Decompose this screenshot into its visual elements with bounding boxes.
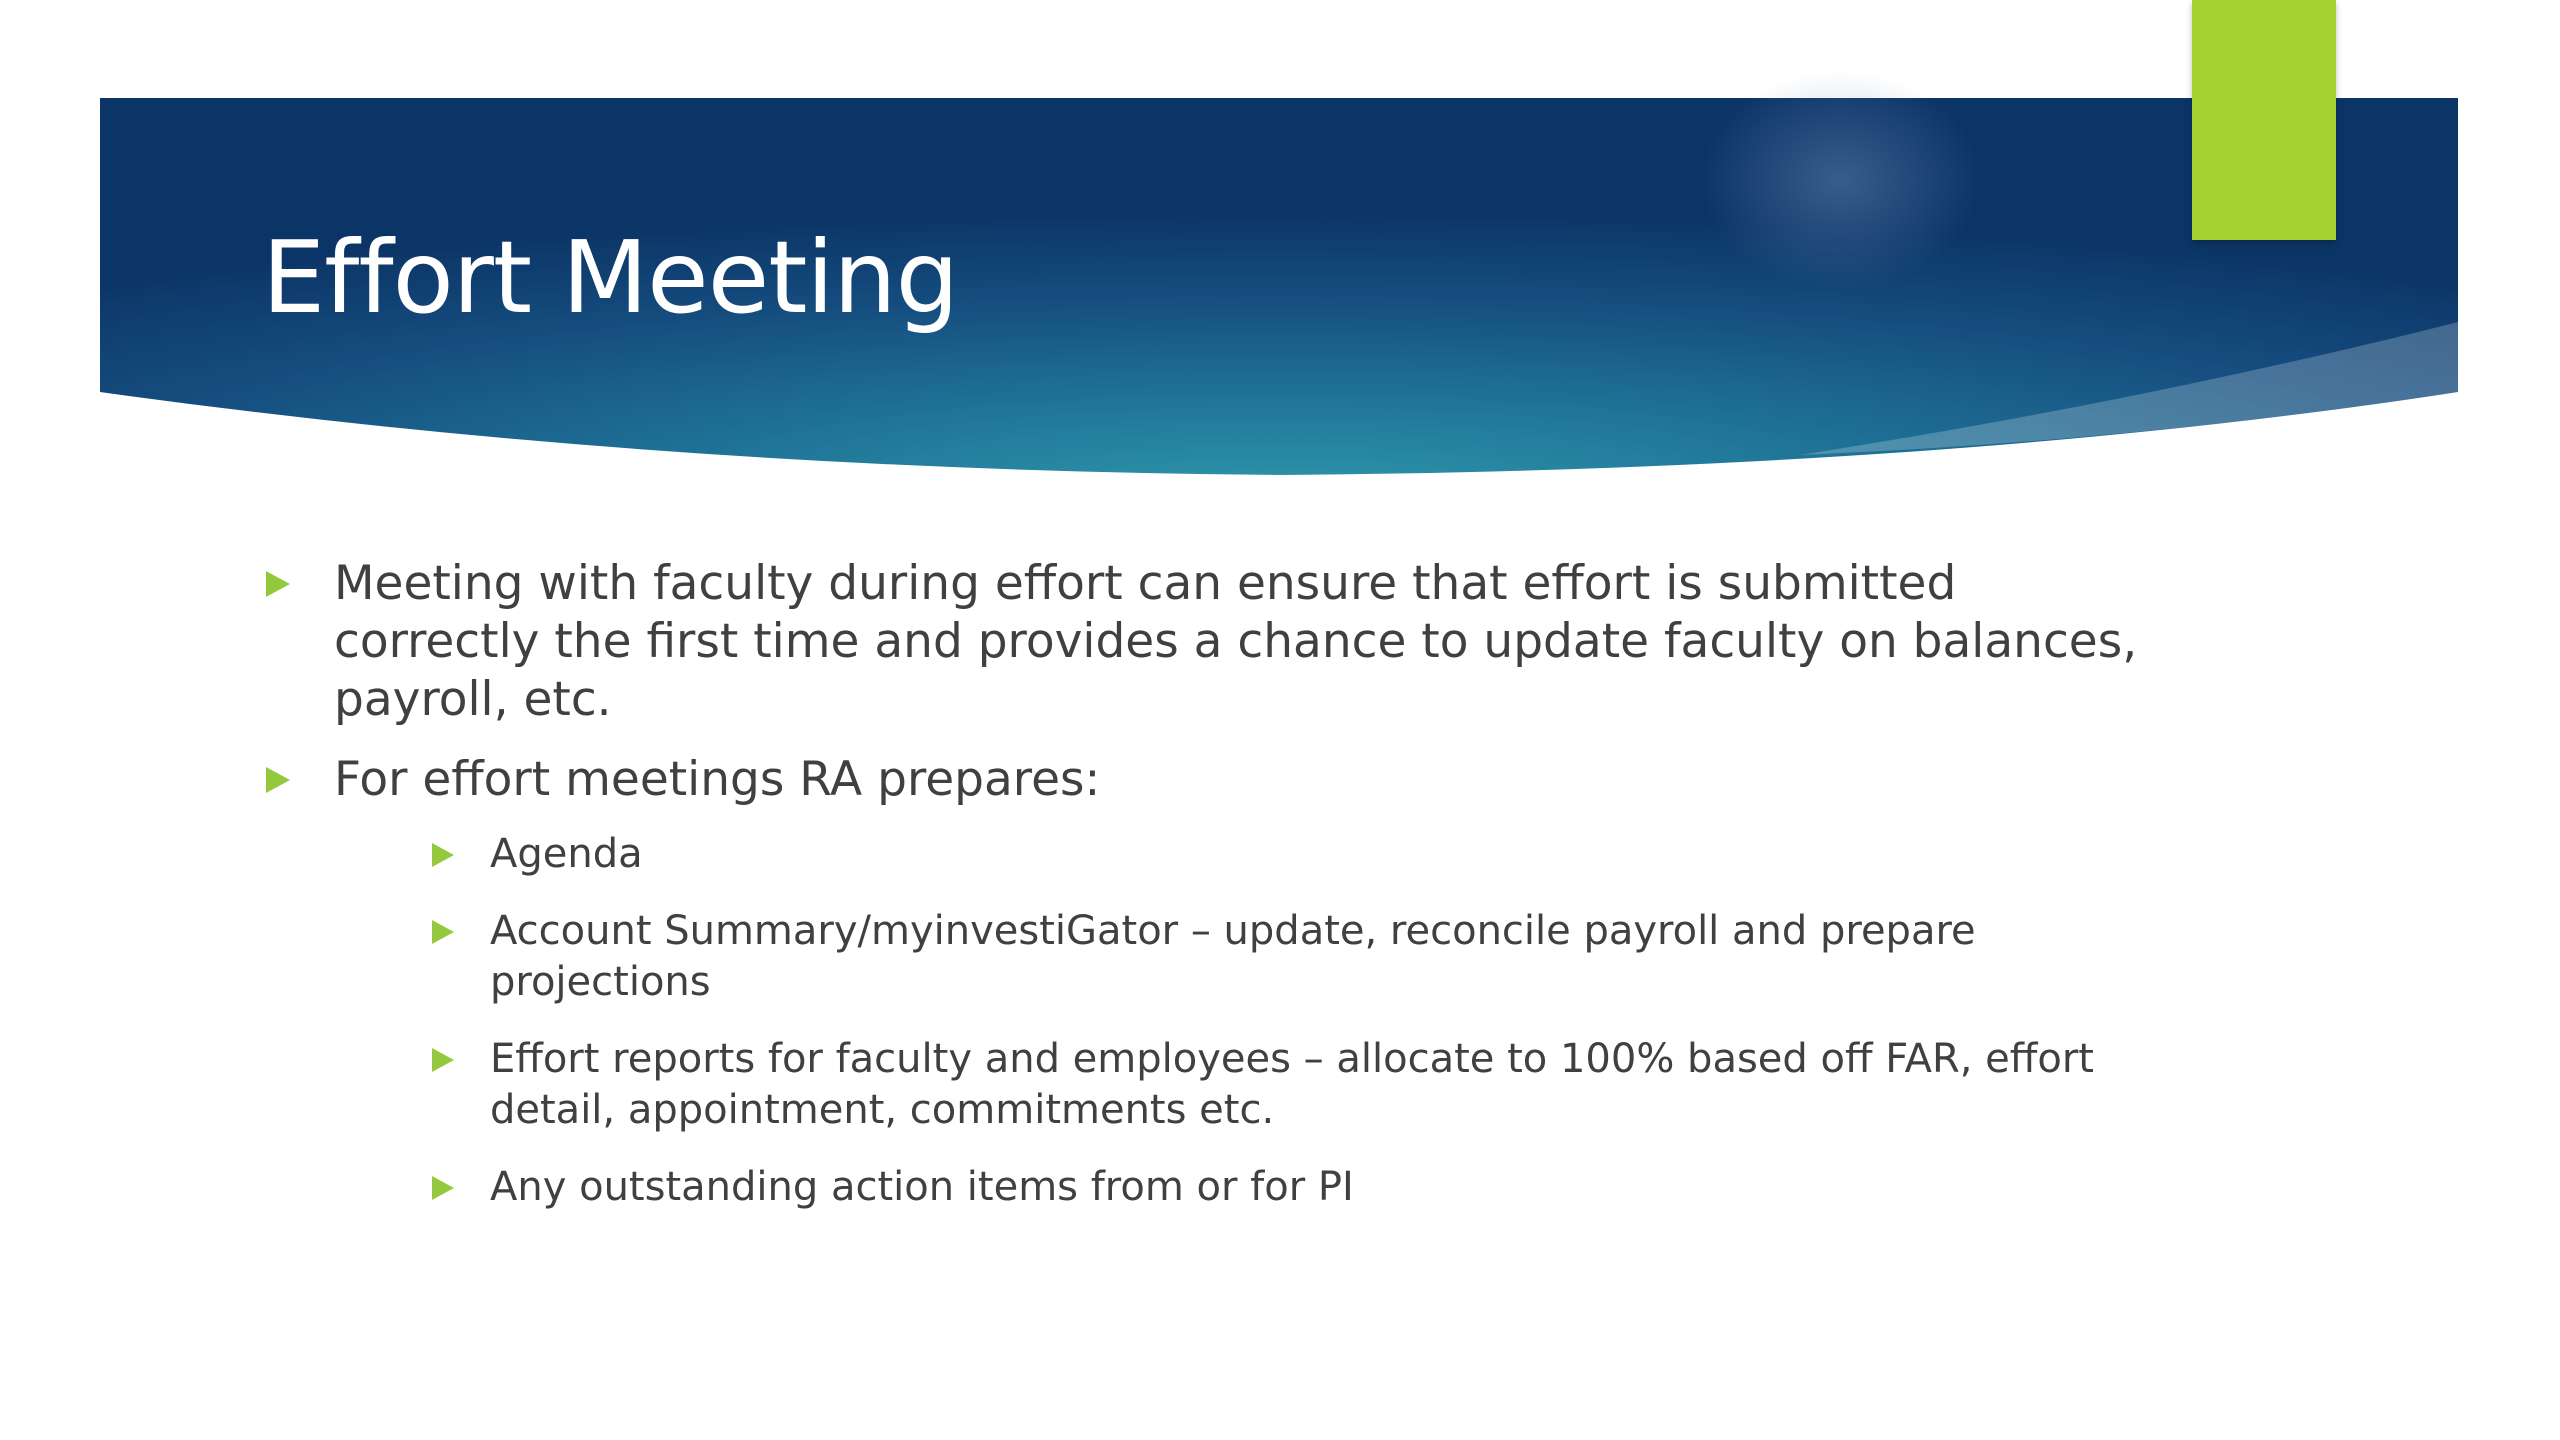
accent-tab (2192, 0, 2336, 240)
banner-glow (1700, 70, 1980, 290)
sub-bullet-text: Agenda (490, 831, 643, 877)
sub-bullet-item (430, 829, 2162, 880)
sub-bullet-item (430, 1034, 2162, 1136)
triangle-bullet-icon (266, 571, 290, 597)
bullet-text: For effort meetings RA prepares: (334, 752, 1101, 807)
triangle-bullet-icon (432, 843, 454, 867)
sub-bullet-text: Any outstanding action items from or for PI (490, 1164, 1354, 1210)
sub-bullet-item (430, 1162, 2162, 1213)
triangle-bullet-icon (432, 1176, 454, 1200)
bullet-text: Meeting with faculty during effort can ensure that effort is submitted correctly the first time and provides a chance to update faculty on balances, payroll, etc. (334, 556, 2138, 727)
bullet-item (262, 751, 2162, 1213)
triangle-bullet-icon (266, 767, 290, 793)
bullet-list (262, 555, 2162, 1213)
sub-bullet-item (430, 906, 2162, 1008)
sub-bullet-list (430, 829, 2162, 1213)
bullet-item (262, 555, 2162, 729)
triangle-bullet-icon (432, 920, 454, 944)
slide-title: Effort Meeting (262, 219, 959, 336)
sub-bullet-text: Effort reports for faculty and employees – allocate to 100% based off FAR, effort detail, appointment, commitments etc. (490, 1036, 2094, 1133)
slide-content (262, 555, 2162, 1239)
sub-bullet-text: Account Summary/myinvestiGator – update, reconcile payroll and prepare projections (490, 908, 1976, 1005)
triangle-bullet-icon (432, 1048, 454, 1072)
